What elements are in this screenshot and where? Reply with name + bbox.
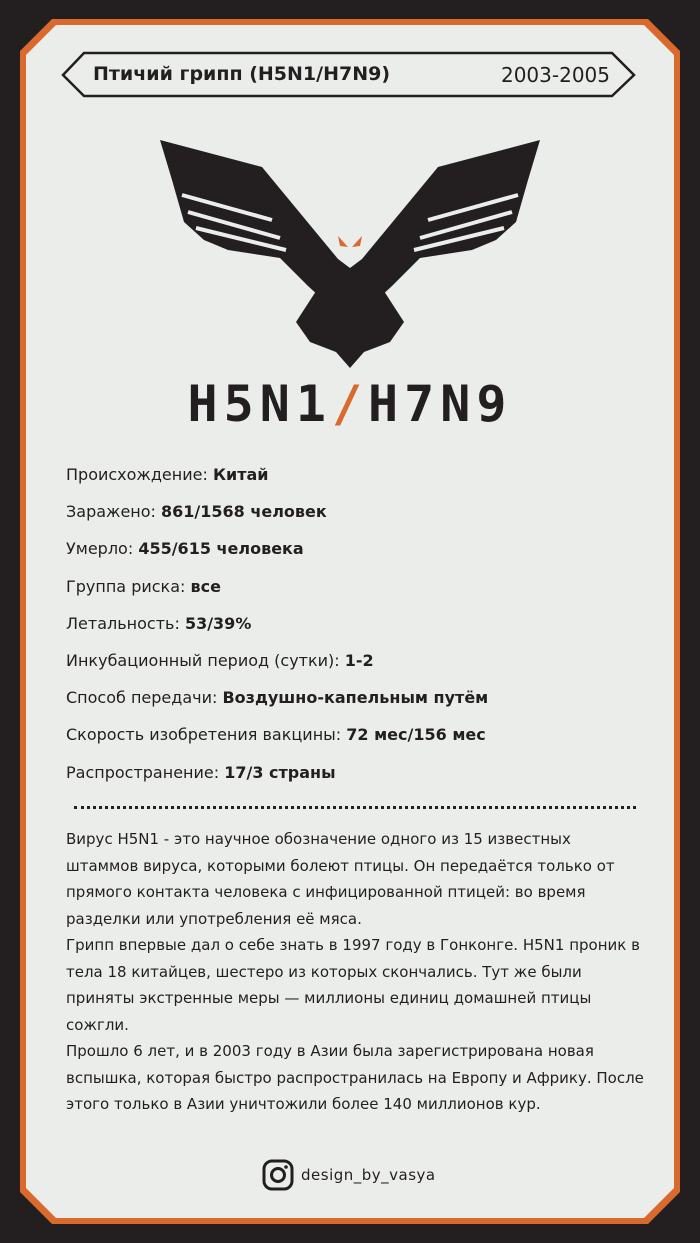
fact-origin — [66, 462, 646, 499]
fact-value: Китай — [212, 465, 269, 484]
description-paragraph: Вирус H5N1 - это научное обозначение одного из 15 известных штаммов вируса, которыми болеют птицы. Он передаётся только от прямого контакта человека с инфицированной птицей: во время разделки или употребления её мяса. — [66, 830, 615, 928]
author-handle[interactable]: design_by_vasya — [301, 1166, 436, 1184]
fact-value: 53/39% — [184, 613, 252, 633]
fact-label: Умерло: — [66, 539, 139, 559]
years-label: 2003-2005 — [500, 63, 610, 87]
fact-died — [66, 536, 646, 573]
fact-label: Группа риска: — [66, 576, 191, 596]
instagram-icon — [262, 1159, 294, 1191]
fact-label: Инкубационный период (сутки): — [66, 650, 345, 670]
fact-vaccine-speed — [66, 722, 646, 759]
fact-incubation — [66, 648, 646, 685]
dotted-divider — [74, 806, 636, 809]
fact-label: Скорость изобретения вакцины: — [66, 725, 347, 745]
fact-value: 861/1568 человек — [161, 502, 327, 522]
description-paragraph: Прошло 6 лет, и в 2003 году в Азии была зарегистрирована новая вспышка, которая быстро распространилась на Европу и Африку. После этого только в Азии уничтожили более 140 миллионов кур. — [66, 1042, 644, 1113]
fact-risk-group — [66, 574, 646, 611]
fact-label: Распространение: — [66, 762, 225, 782]
fact-transmission — [66, 685, 646, 722]
fact-lethality — [66, 611, 646, 648]
fact-value: 72 мес/156 мес — [346, 725, 486, 745]
fact-value: 455/615 человека — [138, 539, 304, 559]
fact-spread — [66, 760, 646, 797]
fact-label: Заражено: — [66, 502, 162, 522]
fact-value: все — [190, 576, 221, 596]
logo-text-left: H5N1 — [187, 375, 332, 433]
fact-infected — [66, 499, 646, 536]
fact-label: Летальность: — [66, 613, 185, 633]
card-title: Птичий грипп (H5N1/H7N9) — [93, 63, 391, 85]
footer-credit — [262, 1158, 436, 1192]
description — [66, 826, 646, 1118]
fact-label: Способ передачи: — [66, 688, 223, 708]
logo-wordmark — [0, 374, 700, 434]
fact-label: Происхождение: — [66, 465, 213, 484]
facts-list — [66, 462, 646, 797]
eagle-icon — [160, 140, 540, 370]
fact-value: 17/3 страны — [224, 762, 336, 782]
description-paragraph: Грипп впервые дал о себе знать в 1997 году в Гонконге. H5N1 проник в тела 18 китайцев, шестеро из которых скончались. Тут же были приняты экстренные меры — миллионы единиц домашней птицы сожгли. — [66, 936, 640, 1034]
logo-text-right: H7N9 — [368, 375, 513, 433]
fact-value: Воздушно-капельным путём — [222, 688, 489, 708]
logo-slash: / — [331, 375, 369, 433]
fact-value: 1-2 — [344, 650, 374, 670]
